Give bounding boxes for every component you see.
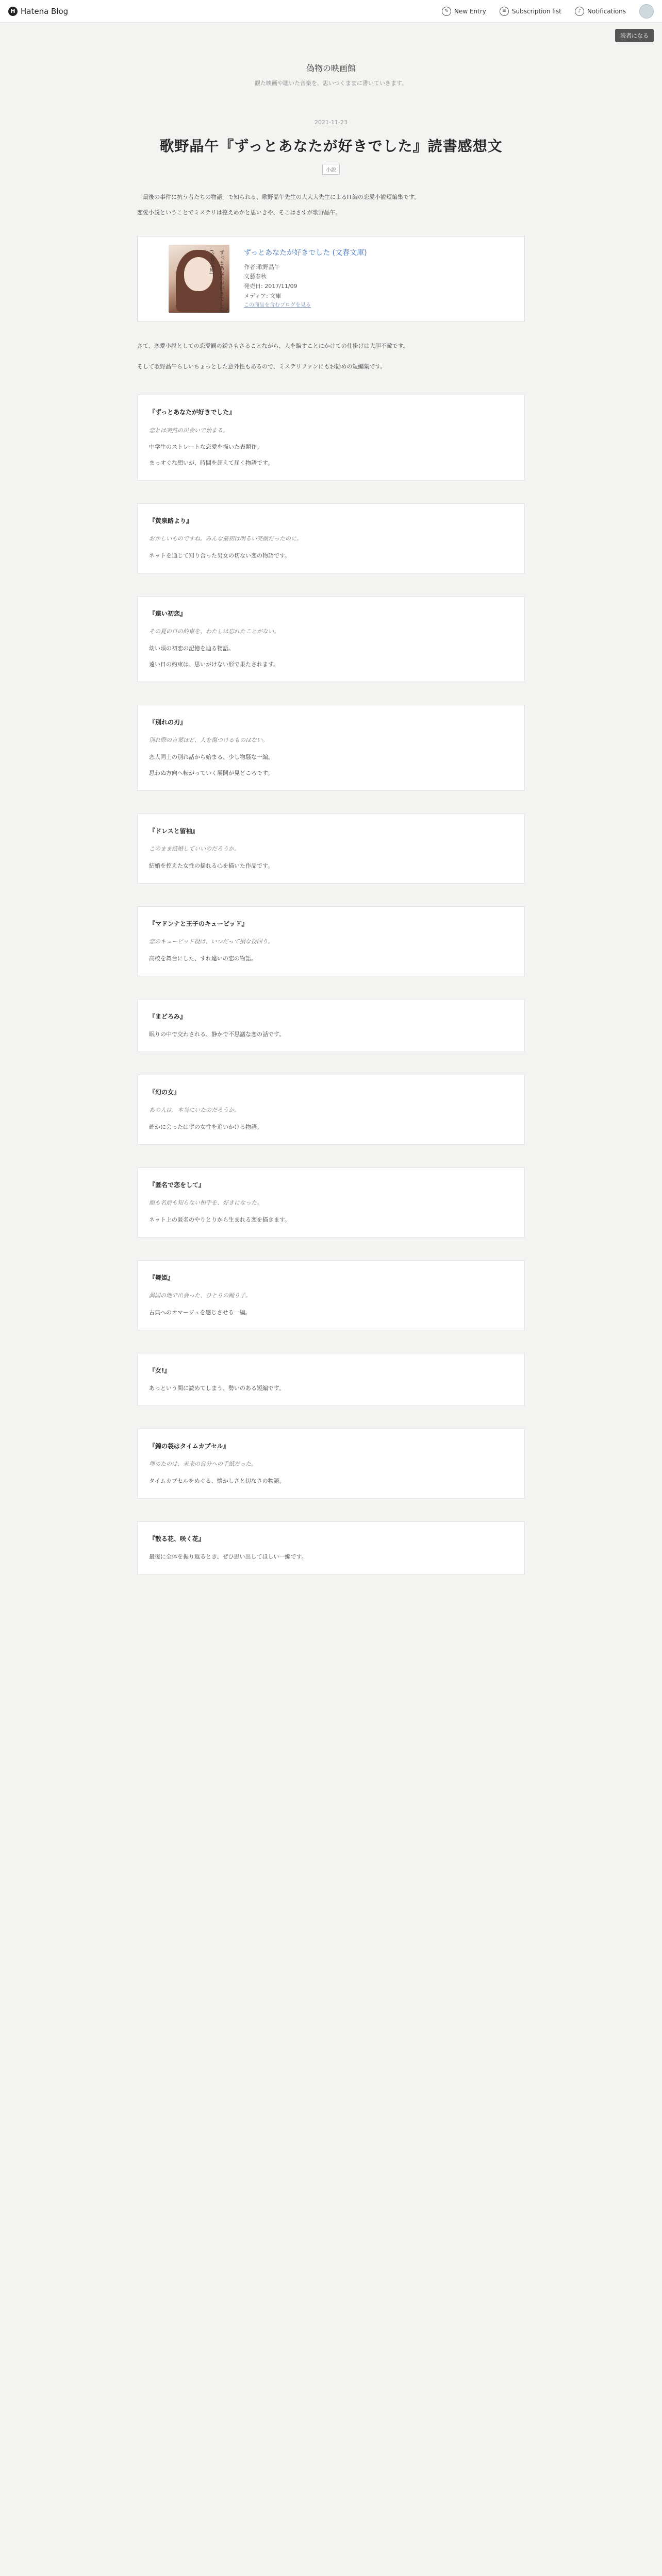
intro-paragraph: 恋愛小説ということでミステリは控えめかと思いきや、そこはさすが歌野晶午。 xyxy=(137,209,341,216)
story-quote: おかしいものですね。みんな最初は明るい笑顔だったのに。 xyxy=(149,535,302,543)
intro-paragraph: さて、恋愛小説としての恋愛観の鋭さもさることながら、人を騙すことにかけての仕掛けは大胆不敵です。 xyxy=(137,342,409,349)
story-title: 『黄泉路より』 xyxy=(149,517,193,525)
blog-header xyxy=(0,62,662,87)
story-paragraph: ネット上の匿名のやりとりから生まれる恋を描きます。 xyxy=(149,1216,291,1223)
hatena-blog-logo[interactable] xyxy=(8,7,68,16)
intro-paragraph: そして歌野晶午らしいちょっとした意外性もあるので、ミステリファンにもお勧めの短編集です。 xyxy=(137,363,386,370)
book-release-date: 発売日: 2017/11/09 xyxy=(244,283,297,290)
story-section xyxy=(137,395,525,481)
story-section xyxy=(137,503,525,573)
story-paragraph: あっという間に読めてしまう、勢いのある短編です。 xyxy=(149,1385,285,1392)
story-paragraph: 高校を舞台にした、すれ違いの恋の物語。 xyxy=(149,955,257,962)
list-icon: ≡ xyxy=(500,7,509,16)
story-paragraph: 古典へのオマージュを感じさせる一編。 xyxy=(149,1309,251,1316)
brand-name: Hatena Blog xyxy=(21,6,69,16)
new-entry-button[interactable] xyxy=(442,7,486,16)
book-cover-image[interactable] xyxy=(169,245,229,313)
intro-paragraph: 「最後の事件に抗う者たちの物語」で知られる、歌野晶午先生の大大大先生によるIT編の恋愛小説短編集です。 xyxy=(137,194,420,200)
story-section xyxy=(137,1167,525,1238)
story-section xyxy=(137,906,525,976)
story-section xyxy=(137,1521,525,1574)
story-quote: 別れ際の言葉ほど、人を傷つけるものはない。 xyxy=(149,737,268,744)
story-paragraph: 恋人同士の別れ話から始まる、少し物騒な一編。 xyxy=(149,754,274,761)
story-quote: その夏の日の約束を、わたしは忘れたことがない。 xyxy=(149,628,279,635)
story-quote: あの人は、本当にいたのだろうか。 xyxy=(149,1107,240,1114)
story-quote: このまま結婚していいのだろうか。 xyxy=(149,845,240,853)
book-info xyxy=(244,247,367,310)
entry-category-tag[interactable]: 小説 xyxy=(322,164,340,175)
story-section xyxy=(137,1260,525,1330)
story-title: 『別れの刃』 xyxy=(149,719,187,726)
hatena-logo-icon: H xyxy=(8,7,18,16)
story-paragraph: 中学生のストレートな恋愛を描いた表題作。 xyxy=(149,444,262,451)
header-actions xyxy=(442,4,654,19)
notifications-label: Notifications xyxy=(587,7,626,15)
story-section xyxy=(137,1075,525,1145)
story-paragraph: 確かに会ったはずの女性を追いかける物語。 xyxy=(149,1124,262,1131)
pencil-icon: ✎ xyxy=(442,7,451,16)
story-title: 『まどろみ』 xyxy=(149,1012,187,1020)
book-title-link[interactable]: ずっとあなたが好きでした (文春文庫) xyxy=(244,248,367,257)
story-title: 『マドンナと王子のキューピッド』 xyxy=(149,920,248,927)
story-paragraph: 幼い頃の初恋の記憶を辿る物語。 xyxy=(149,645,234,652)
book-embed-card[interactable] xyxy=(137,236,525,321)
story-section xyxy=(137,1353,525,1406)
entry-content xyxy=(137,175,525,1574)
story-title: 『舞姫』 xyxy=(149,1274,174,1281)
story-section xyxy=(137,596,525,682)
story-title: 『散る花、咲く花』 xyxy=(149,1535,205,1543)
story-title: 『ずっとあなたが好きでした』 xyxy=(149,409,236,416)
story-paragraph: まっすぐな想いが、時間を超えて届く物語です。 xyxy=(149,460,274,467)
story-title: 『錦の袋はタイムカプセル』 xyxy=(149,1442,229,1450)
notifications-button[interactable] xyxy=(575,7,626,16)
user-avatar[interactable] xyxy=(639,4,654,19)
book-author: 作者:歌野晶午 xyxy=(244,263,280,270)
entry-title[interactable]: 歌野晶午『ずっとあなたが好きでした』読書感想文 xyxy=(159,138,503,155)
entry-date[interactable]: 2021-11-23 xyxy=(315,119,347,126)
story-paragraph: 遠い日の約束は、思いがけない形で果たされます。 xyxy=(149,661,279,668)
story-title: 『女!』 xyxy=(149,1366,171,1374)
story-paragraph: 結婚を控えた女性の揺れる心を描いた作品です。 xyxy=(149,862,274,869)
story-paragraph: タイムカプセルをめぐる、懐かしさと切なさの物語。 xyxy=(149,1478,285,1484)
story-quote: 異国の地で出会った、ひとりの踊り子。 xyxy=(149,1292,251,1299)
story-paragraph: ネットを通じて知り合った男女の切ない恋の物語です。 xyxy=(149,552,291,560)
global-header xyxy=(0,0,662,23)
subscription-list-button[interactable] xyxy=(500,7,561,16)
story-paragraph: 眠りの中で交わされる、静かで不思議な恋の話です。 xyxy=(149,1031,285,1038)
book-media: メディア: 文庫 xyxy=(244,292,282,299)
story-title: 『ドレスと留袖』 xyxy=(149,827,198,835)
story-title: 『幻の女』 xyxy=(149,1088,180,1096)
story-title: 『遠い初恋』 xyxy=(149,610,187,618)
subscribe-button[interactable]: 読者になる xyxy=(615,29,654,42)
blog-title[interactable]: 偽物の映画館 xyxy=(306,63,356,73)
story-section xyxy=(137,705,525,791)
story-section xyxy=(137,1429,525,1499)
story-quote: 顔も名前も知らない相手を、好きになった。 xyxy=(149,1199,262,1207)
book-blog-link[interactable]: この商品を含むブログを見る xyxy=(244,302,311,309)
story-section xyxy=(137,999,525,1052)
story-paragraph: 最後に全体を振り返るとき、ぜひ思い出してほしい一編です。 xyxy=(149,1553,307,1561)
subscription-list-label: Subscription list xyxy=(511,7,561,15)
story-quote: 埋めたのは、未来の自分への手紙だった。 xyxy=(149,1461,257,1468)
story-sections xyxy=(137,395,525,1574)
new-entry-label: New Entry xyxy=(454,7,486,15)
story-quote: 恋とは突然の出会いで始まる。 xyxy=(149,427,228,434)
bell-icon: ♪ xyxy=(575,7,584,16)
cover-title-text: ずっとあなたが好きでした (文春文庫) xyxy=(208,249,224,312)
blog-description: 観た映画や聴いた音楽を、思いつくままに書いていきます。 xyxy=(254,80,408,87)
book-publisher: 文藝春秋 xyxy=(244,273,267,280)
story-paragraph: 思わぬ方向へ転がっていく展開が見どころです。 xyxy=(149,770,274,777)
story-section xyxy=(137,814,525,884)
story-quote: 恋のキューピッド役は、いつだって損な役回り。 xyxy=(149,938,274,945)
story-title: 『匿名で恋をして』 xyxy=(149,1181,205,1189)
